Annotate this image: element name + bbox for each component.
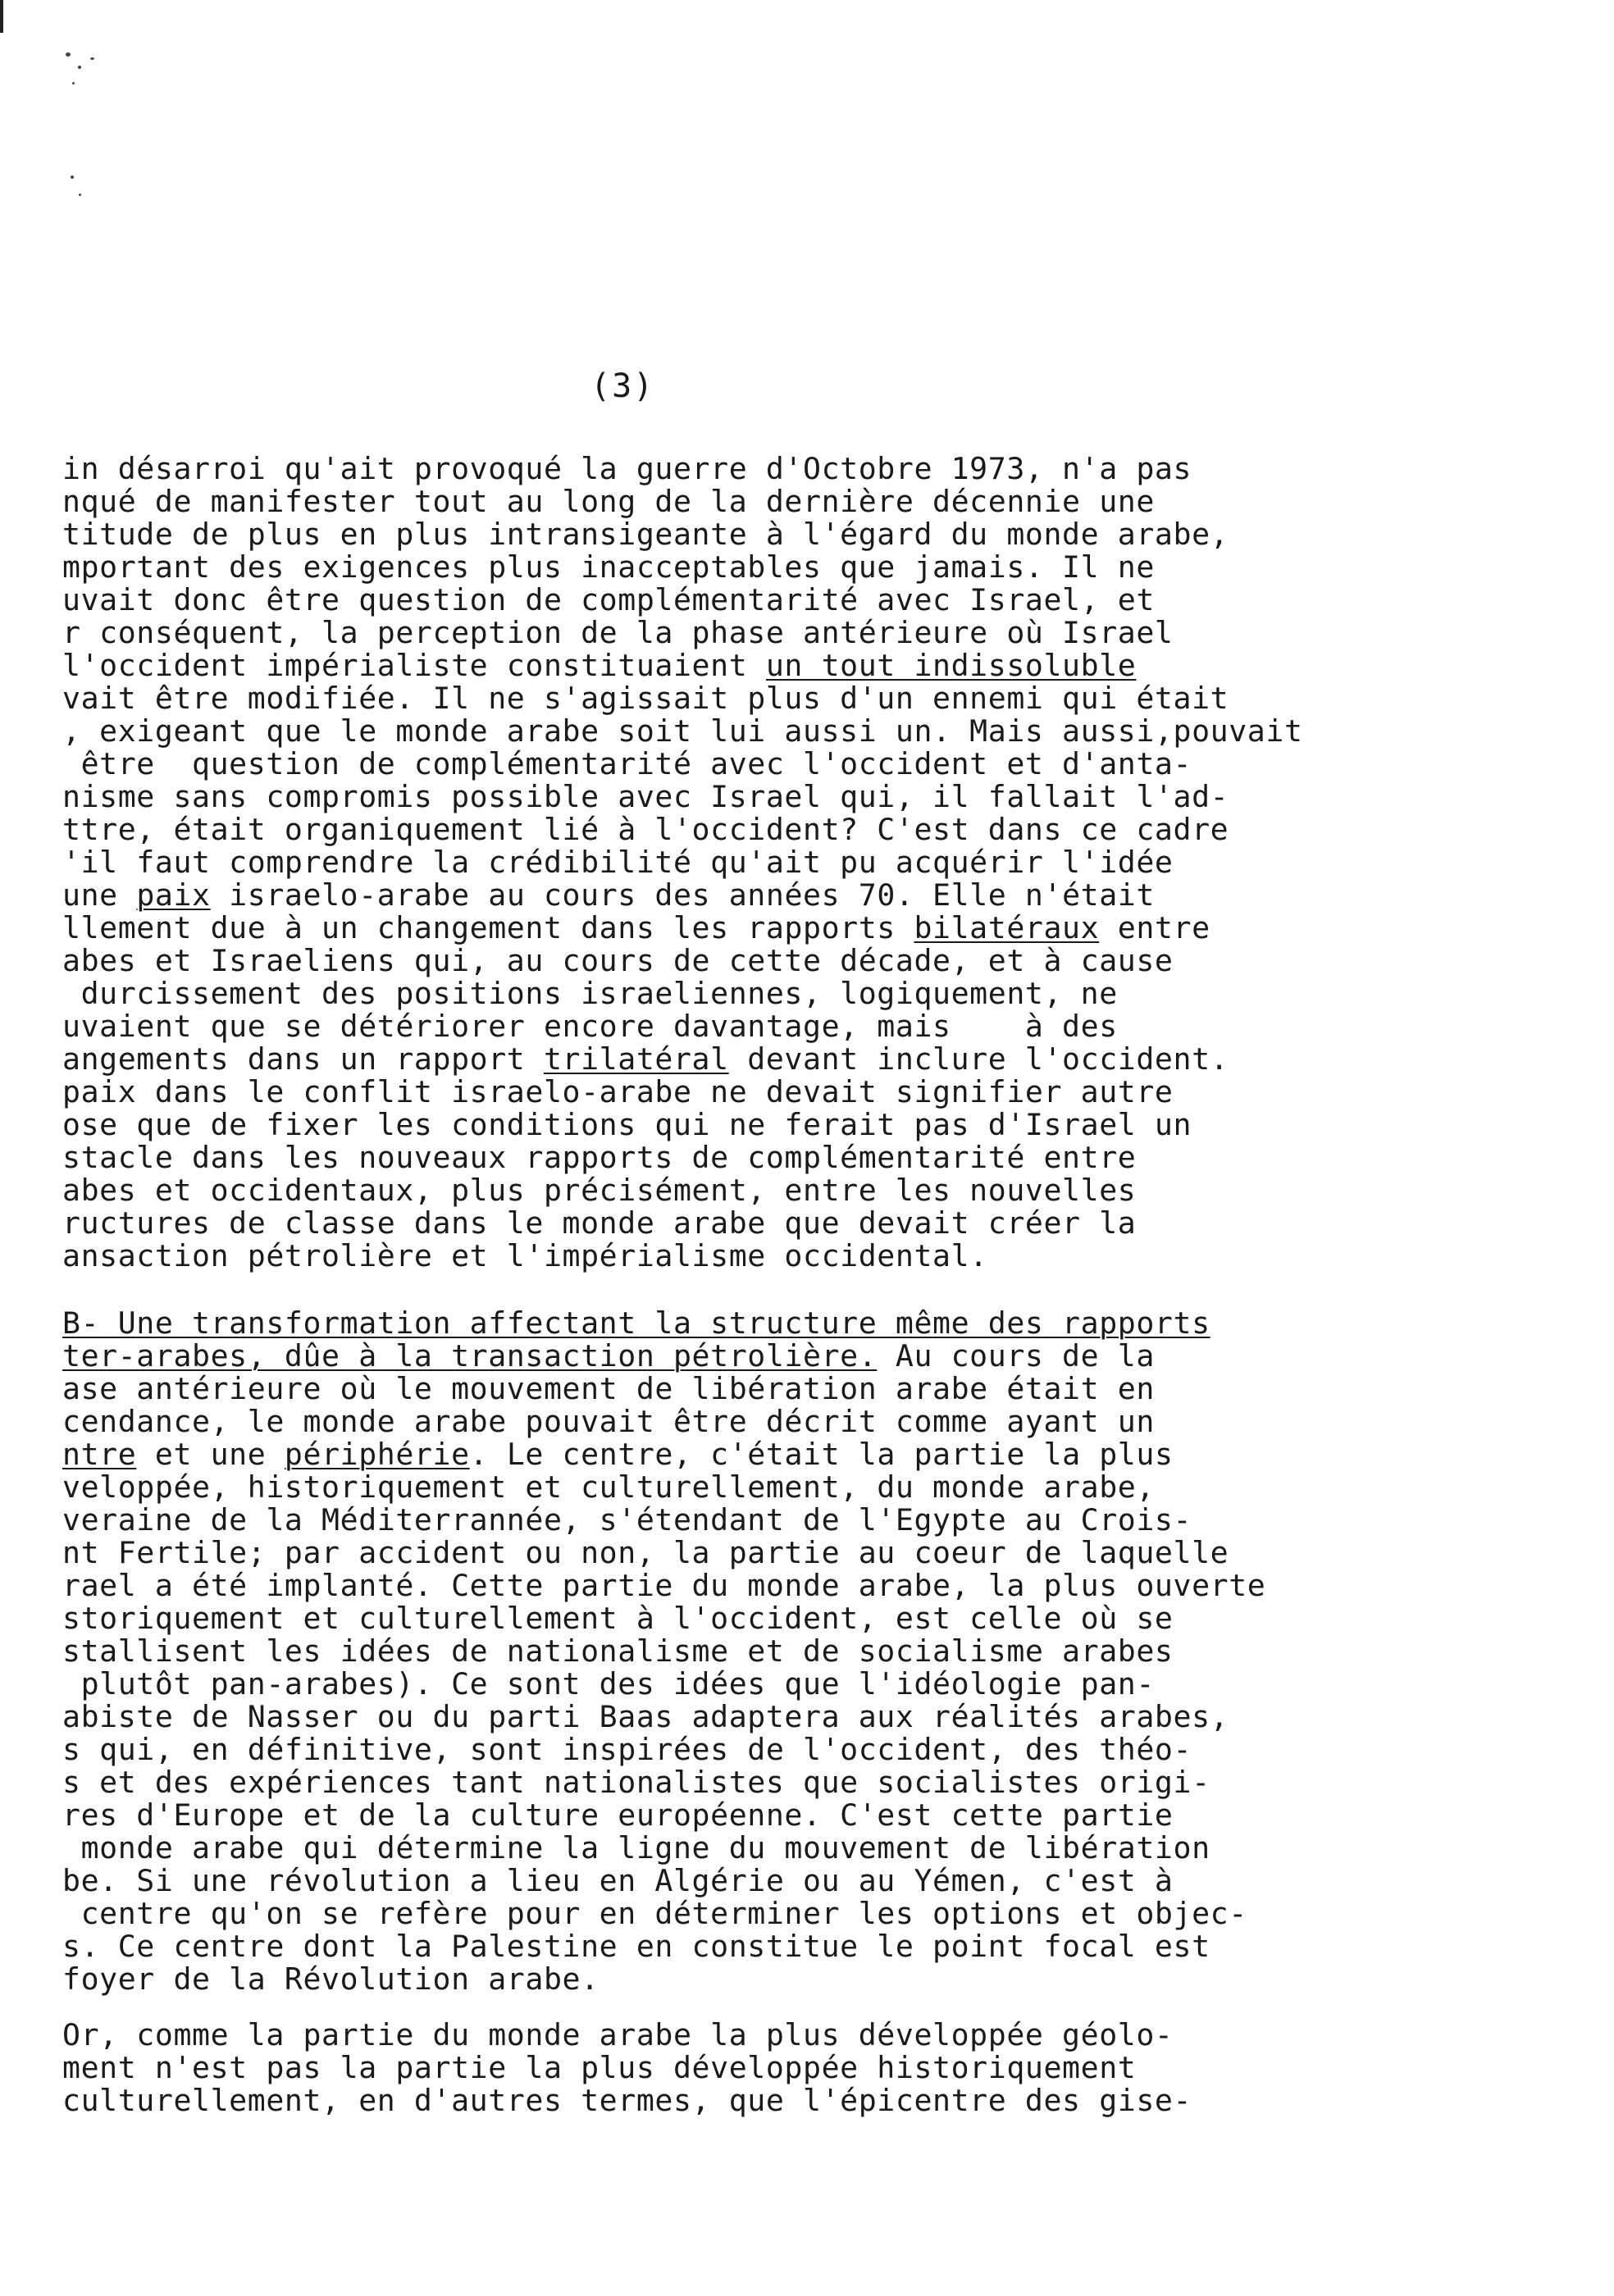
text-line	[62, 813, 1588, 846]
text-line	[62, 551, 1588, 584]
text-segment: et une	[136, 1437, 285, 1472]
text-line	[62, 617, 1588, 649]
text-segment: in désarroi qu'ait provoqué la guerre d'Octobre 1973, n'a pas	[62, 451, 1192, 486]
text-segment: llement due à un changement dans les rapports	[62, 910, 914, 945]
text-segment: storiquement et culturellement à l'occident, est celle où se	[62, 1601, 1174, 1636]
text-line	[62, 1207, 1588, 1240]
text-segment: israelo-arabe au cours des années 70. Elle n'était	[210, 877, 1155, 913]
text-segment: nisme sans compromis possible avec Israel qui, il fallait l'ad-	[62, 779, 1229, 814]
text-segment: centre qu'on se refère pour en déterminer les options et objec-	[62, 1896, 1247, 1931]
text-line	[62, 682, 1588, 715]
text-segment: monde arabe qui détermine la ligne du mouvement de libération	[62, 1830, 1210, 1866]
text-line	[62, 1240, 1588, 1273]
text-segment: 'il faut comprendre la crédibilité qu'ait pu acquérir l'idée	[62, 845, 1174, 880]
text-line	[62, 1799, 1588, 1832]
underlined-text: un tout indissoluble	[765, 648, 1137, 683]
text-line	[62, 912, 1588, 945]
paragraph-3	[62, 2019, 1588, 2117]
text-segment: s qui, en définitive, sont inspirées de l'occident, des théo-	[62, 1732, 1192, 1767]
text-line	[62, 1569, 1588, 1602]
text-segment: foyer de la Révolution arabe.	[62, 1961, 600, 1997]
text-line	[62, 518, 1588, 551]
text-line	[62, 1307, 1588, 1340]
text-segment: Au cours de la	[877, 1338, 1155, 1374]
text-line	[62, 2019, 1588, 2052]
text-line	[62, 1602, 1588, 1635]
text-line	[62, 1373, 1588, 1405]
underlined-text: paix	[136, 877, 211, 913]
text-segment: veloppée, historiquement et culturellement, du monde arabe,	[62, 1469, 1155, 1505]
text-segment: veraine de la Méditerrannée, s'étendant de l'Egypte au Crois-	[62, 1502, 1192, 1538]
text-segment: titude de plus en plus intransigeante à l'égard du monde arabe,	[62, 517, 1229, 552]
text-line	[62, 485, 1588, 518]
scan-speck	[72, 82, 75, 84]
underlined-text: bilatéraux	[914, 910, 1100, 945]
text-line	[62, 1438, 1588, 1471]
text-segment: ructures de classe dans le monde arabe que devait créer la	[62, 1205, 1137, 1241]
text-segment: culturellement, en d'autres termes, que l'épicentre des gise-	[62, 2083, 1192, 2118]
text-line	[62, 1832, 1588, 1865]
text-segment: mportant des exigences plus inacceptables que jamais. Il ne	[62, 549, 1155, 585]
text-line	[62, 977, 1588, 1010]
text-segment: ansaction pétrolière et l'impérialisme occidental.	[62, 1238, 988, 1273]
text-segment: stallisent les idées de nationalisme et de socialisme arabes	[62, 1633, 1174, 1669]
text-segment: être question de complémentarité avec l'occident et d'anta-	[62, 746, 1192, 781]
text-line	[62, 1701, 1588, 1733]
text-line	[62, 1963, 1588, 1996]
margin-mark	[0, 0, 3, 33]
text-segment: l'occident impérialiste constituaient	[62, 648, 766, 683]
text-segment: plutôt pan-arabes). Ce sont des idées que l'idéologie pan-	[62, 1666, 1155, 1702]
text-segment: ttre, était organiquement lié à l'occident? C'est dans ce cadre	[62, 812, 1229, 847]
text-line	[62, 1340, 1588, 1373]
scan-speck	[66, 52, 71, 57]
text-line	[62, 879, 1588, 912]
text-segment: abes et Israeliens qui, au cours de cette décade, et à cause	[62, 943, 1174, 978]
text-line	[62, 781, 1588, 813]
text-segment: ose que de fixer les conditions qui ne ferait pas d'Israel un	[62, 1107, 1192, 1142]
underlined-text: trilatéral	[543, 1041, 729, 1077]
text-segment: . Le centre, c'était la partie la plus	[469, 1437, 1174, 1472]
text-line	[62, 1141, 1588, 1174]
text-segment: abes et occidentaux, plus précisément, entre les nouvelles	[62, 1173, 1137, 1208]
underlined-text: ntre	[62, 1437, 137, 1472]
scan-speck	[90, 57, 94, 60]
text-segment: angements dans un rapport	[62, 1041, 544, 1077]
text-line	[62, 1076, 1588, 1109]
text-segment: devant inclure l'occident.	[728, 1041, 1229, 1077]
text-segment: s. Ce centre dont la Palestine en constitue le point focal est	[62, 1929, 1210, 1964]
text-line	[62, 846, 1588, 879]
text-line	[62, 1733, 1588, 1766]
text-line	[62, 945, 1588, 977]
underlined-text: périphérie	[284, 1437, 470, 1472]
text-line	[62, 1766, 1588, 1799]
text-segment: uvait donc être question de complémentarité avec Israel, et	[62, 582, 1155, 617]
text-line	[62, 1043, 1588, 1076]
text-segment: cendance, le monde arabe pouvait être décrit comme ayant un	[62, 1404, 1155, 1439]
paragraph-1	[62, 453, 1588, 1273]
text-segment: ment n'est pas la partie la plus développée historiquement	[62, 2050, 1137, 2085]
text-segment: res d'Europe et de la culture européenne. C'est cette partie	[62, 1797, 1174, 1833]
text-segment: vait être modifiée. Il ne s'agissait plus d'un ennemi qui était	[62, 681, 1229, 716]
page-number: (3)	[590, 367, 655, 405]
text-segment: une	[62, 877, 137, 913]
text-line	[62, 1635, 1588, 1668]
text-segment: rael a été implanté. Cette partie du monde arabe, la plus ouverte	[62, 1568, 1266, 1603]
text-line	[62, 1504, 1588, 1537]
text-segment: s et des expériences tant nationalistes que socialistes origi-	[62, 1765, 1210, 1800]
text-line	[62, 715, 1588, 748]
text-line	[62, 1537, 1588, 1569]
text-segment: Or, comme la partie du monde arabe la plus développée géolo-	[62, 2017, 1174, 2052]
text-line	[62, 1010, 1588, 1043]
text-segment: entre	[1099, 910, 1210, 945]
text-line	[62, 1897, 1588, 1930]
text-line	[62, 1405, 1588, 1438]
text-segment: paix dans le conflit israelo-arabe ne devait signifier autre	[62, 1074, 1174, 1109]
text-line	[62, 584, 1588, 617]
text-line	[62, 2084, 1588, 2117]
text-line	[62, 1668, 1588, 1701]
text-segment: nt Fertile; par accident ou non, la partie au coeur de laquelle	[62, 1535, 1229, 1570]
paragraph-2	[62, 1307, 1588, 1996]
text-line	[62, 2052, 1588, 2084]
text-segment: nqué de manifester tout au long de la dernière décennie une	[62, 484, 1155, 519]
text-segment: uvaient que se détériorer encore davantage, mais à des	[62, 1009, 1118, 1044]
scan-speck	[78, 66, 81, 69]
text-line	[62, 1930, 1588, 1963]
scan-speck	[71, 175, 74, 179]
underlined-text: B- Une transformation affectant la structure même des rapports	[62, 1305, 1210, 1341]
text-segment: durcissement des positions israeliennes, logiquement, ne	[62, 976, 1118, 1011]
text-segment: ase antérieure où le mouvement de libération arabe était en	[62, 1371, 1155, 1406]
underlined-text: ter-arabes, dûe à la transaction pétrolière.	[62, 1338, 878, 1374]
text-line	[62, 1471, 1588, 1504]
text-line	[62, 1174, 1588, 1207]
text-segment: stacle dans les nouveaux rapports de complémentarité entre	[62, 1140, 1137, 1175]
text-segment: r conséquent, la perception de la phase antérieure où Israel	[62, 615, 1174, 650]
text-line	[62, 453, 1588, 485]
text-line	[62, 1109, 1588, 1141]
text-line	[62, 1865, 1588, 1897]
text-segment: abiste de Nasser ou du parti Baas adaptera aux réalités arabes,	[62, 1699, 1229, 1734]
scan-speck	[79, 194, 81, 196]
text-line	[62, 748, 1588, 781]
text-line	[62, 649, 1588, 682]
text-segment: be. Si une révolution a lieu en Algérie ou au Yémen, c'est à	[62, 1863, 1174, 1898]
text-segment: , exigeant que le monde arabe soit lui aussi un. Mais aussi,pouvait	[62, 713, 1303, 749]
